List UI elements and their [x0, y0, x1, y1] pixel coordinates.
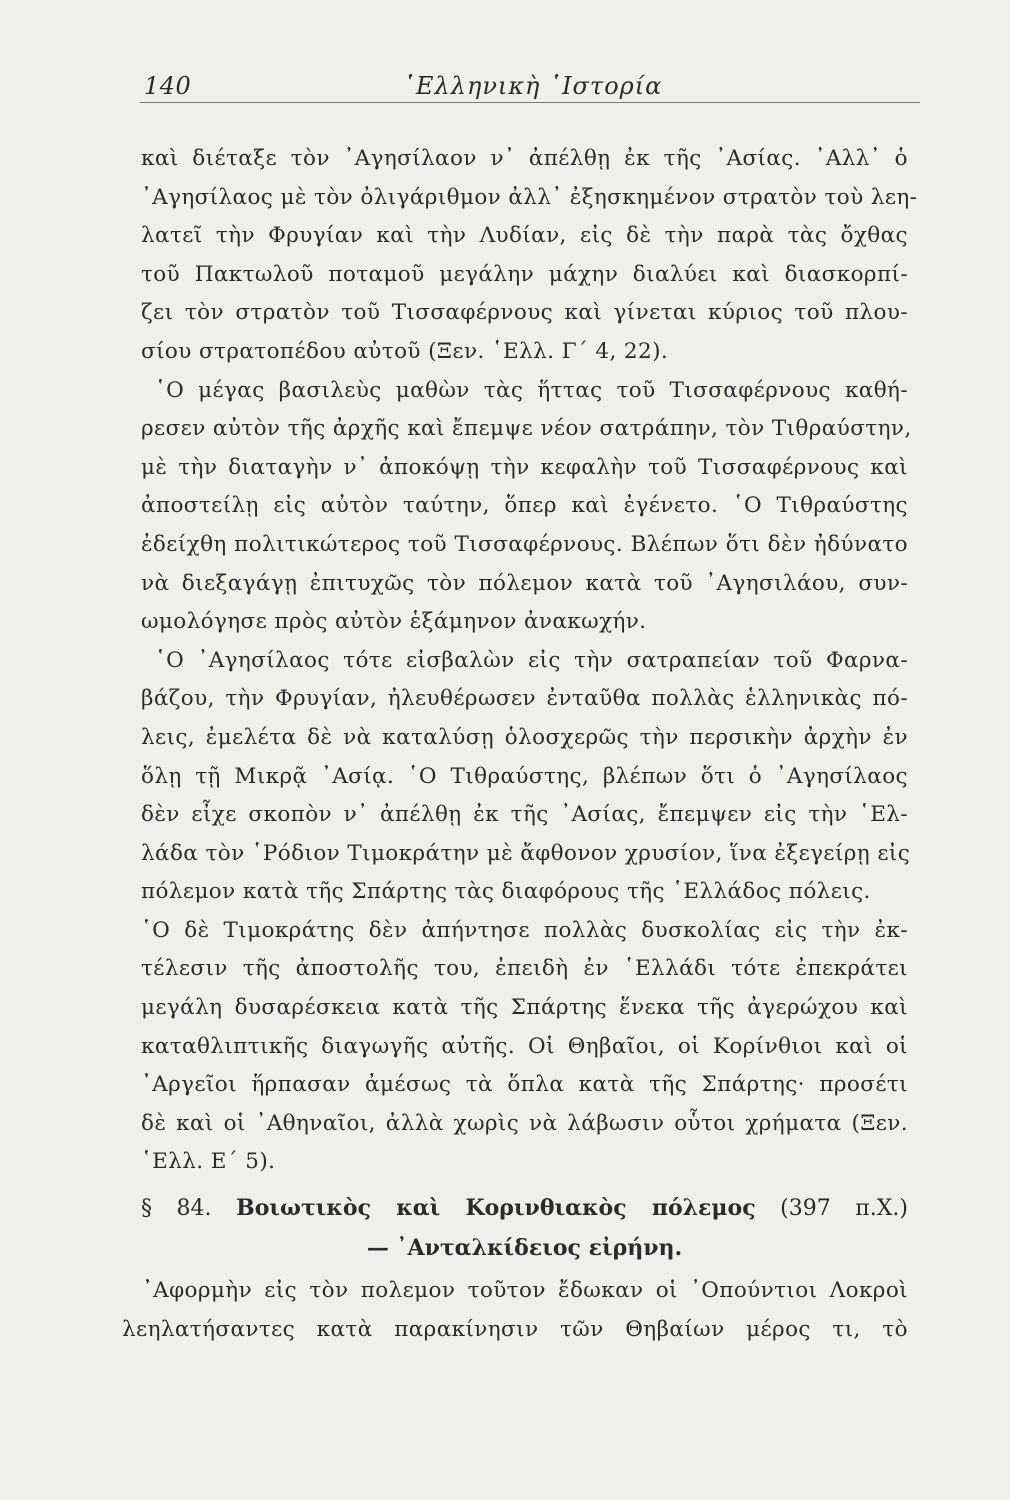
text-line: λάδα τὸν ῾Ρόδιον Τιμοκράτην μὲ ἄφθονον χρυσίον, ἵνα ἐξεγείρῃ εἰς	[141, 840, 911, 866]
text-line: ὅλῃ τῇ Μικρᾷ ᾿Ασίᾳ. ῾Ο Τιθραύστης, βλέπων ὅτι ὁ ᾿Αγησίλαος	[141, 763, 908, 789]
text-line: ᾿Αγησίλαος μὲ τὸν ὀλιγάριθμον ἀλλ᾿ ἐξησκημένον στρατὸν τοὺ λεη-	[141, 184, 918, 210]
text-line: ἐδείχθη πολιτικώτερος τοῦ Τισσαφέρνους. Βλέπων ὅτι δὲν ἠδύνατο	[141, 531, 908, 557]
text-line: σίου στρατοπέδου αὐτοῦ (Ξεν. ῾Ελλ. Γ΄ 4, 22).	[141, 338, 669, 364]
section-heading-line-1	[141, 1188, 908, 1228]
text-line: ῾Ο ᾿Αγησίλαος τότε εἰσβαλὼν εἰς τὴν σατραπείαν τοῦ Φαρνα-	[155, 647, 908, 673]
page-header	[140, 66, 920, 103]
text-line: βάζου, τὴν Φρυγίαν, ἠλευθέρωσεν ἐνταῦθα πολλὰς ἑλληνικὰς πό-	[141, 686, 908, 712]
text-line: πόλεμον κατὰ τῆς Σπάρτης τὰς διαφόρους τῆς ῾Ελλάδος πόλεις.	[141, 879, 871, 905]
text-line: δὲν εἶχε σκοπὸν ν᾿ ἀπέλθῃ ἐκ τῆς ᾿Ασίας, ἔπεμψεν εἰς τὴν ῾Ελ-	[141, 802, 908, 828]
section-heading	[141, 1188, 908, 1268]
text-line: τοῦ Πακτωλοῦ ποταμοῦ μεγάλην μάχην διαλύει καὶ διασκορπί-	[141, 261, 908, 287]
text-line: ῾Ο μέγας βασιλεὺς μαθὼν τὰς ἥττας τοῦ Τισσαφέρνους καθή-	[155, 377, 908, 403]
text-line: λεις, ἐμελέτα δὲ νὰ καταλύσῃ ὁλοσχερῶς τὴν περσικὴν ἀρχὴν ἐν	[141, 724, 908, 750]
text-line: ᾿Αργεῖοι ἥρπασαν ἀμέσως τὰ ὅπλα κατὰ τῆς Σπάρτης· προσέτι	[141, 1072, 908, 1098]
section-subtitle: — ᾿Ανταλκίδειος εἰρήνη.	[366, 1235, 683, 1261]
text-line: μεγάλη δυσαρέσκεια κατὰ τῆς Σπάρτης ἕνεκα τῆς ἀγερώχου καὶ	[141, 995, 908, 1021]
text-line: μὲ τὴν διαταγὴν ν᾿ ἀποκόψῃ τὴν κεφαλὴν τοῦ Τισσαφέρνους καὶ	[141, 454, 908, 480]
text-line: καὶ διέταξε τὸν ᾿Αγησίλαον ν᾿ ἀπέλθῃ ἐκ τῆς ᾿Ασίας. ᾿Αλλ᾿ ὁ	[141, 146, 908, 171]
text-line: τέλεσιν τῆς ἀποστολῆς του, ἐπειδὴ ἐν ῾Ελλάδι τότε ἐπεκράτει	[141, 956, 908, 982]
text-line: ζει τὸν στρατὸν τοῦ Τισσαφέρνους καὶ γίνεται κύριος τοῦ πλου-	[141, 300, 908, 326]
section-date: (397 π.Χ.)	[780, 1196, 908, 1221]
section-title: Βοιωτικὸς καὶ Κορινθιακὸς πόλεμος	[236, 1195, 756, 1221]
text-line: λατεῖ τὴν Φρυγίαν καὶ τὴν Λυδίαν, εἰς δὲ τὴν παρὰ τὰς ὄχθας	[141, 223, 908, 249]
body-text	[141, 140, 918, 1182]
text-line: ἀποστείλῃ εἰς αὐτὸν ταύτην, ὅπερ καὶ ἐγένετο. ῾Ο Τιθραύστης	[141, 493, 908, 519]
text-line: ωμολόγησε πρὸς αὐτὸν ἑξάμηνον ἀνακωχήν.	[141, 609, 647, 635]
running-title: ῾Ελληνικὴ ῾Ιστορία	[403, 72, 663, 100]
text-line: ῾Ο δὲ Τιμοκράτης δὲν ἀπήντησε πολλὰς δυσκολίας εἰς τὴν ἐκ-	[141, 917, 908, 943]
page-number: 140	[144, 72, 192, 100]
text-line: δὲ καὶ οἱ ᾿Αθηναῖοι, ἀλλὰ χωρὶς νὰ λάβωσιν οὗτοι χρήματα (Ξεν.	[141, 1110, 908, 1136]
section-number: § 84.	[141, 1196, 212, 1221]
text-line: ρεσεν αὐτὸν τῆς ἀρχῆς καὶ ἔπεμψε νέον σατράπην, τὸν Τιθραύστην,	[141, 416, 912, 442]
text-line: νὰ διεξαγάγῃ ἐπιτυχῶς τὸν πόλεμον κατὰ τοῦ ᾿Αγησιλάου, συν-	[141, 570, 908, 596]
text-line: λεηλατήσαντες κατὰ παρακίνησιν τῶν Θηβαίων μέρος τι, τὸ	[122, 1316, 908, 1342]
text-line: ᾿Αφορμὴν εἰς τὸν πολεμον τοῦτον ἔδωκαν οἱ ᾿Οπούντιοι Λοκροὶ	[142, 1278, 908, 1303]
text-line: καταθλιπτικῆς διαγωγῆς αὐτῆς. Οἱ Θηβαῖοι, οἱ Κορίνθιοι καὶ οἱ	[141, 1033, 908, 1059]
body-text-continued	[122, 1272, 908, 1349]
text-line: ῾Ελλ. Ε΄ 5).	[141, 1149, 276, 1175]
